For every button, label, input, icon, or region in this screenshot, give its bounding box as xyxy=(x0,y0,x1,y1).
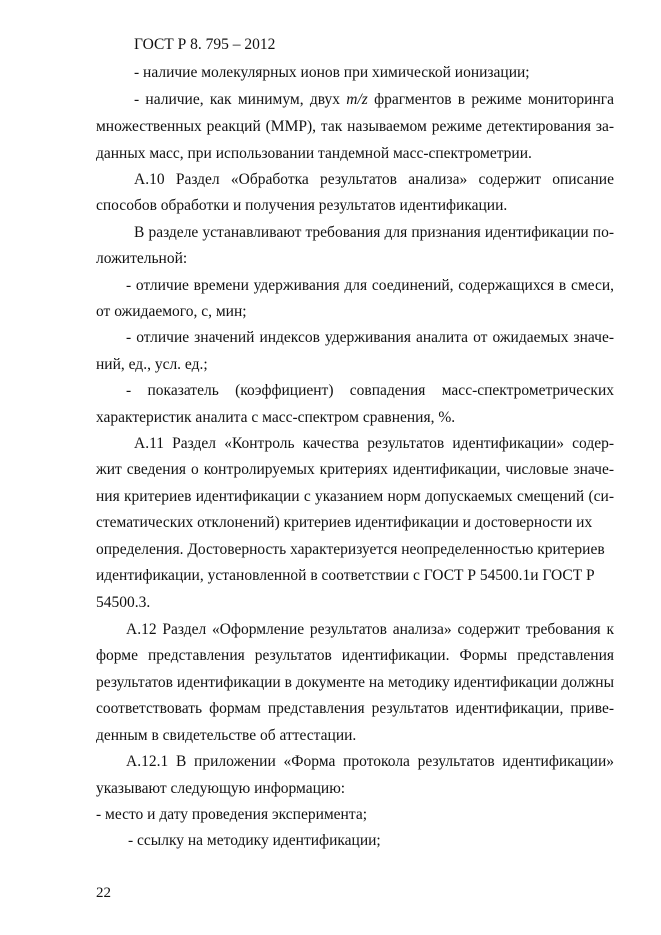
text-line: - отличие времени удерживания для соединений, содержащихся в смеси, xyxy=(126,277,614,294)
text-line: способов обработки и получения результатов идентификации. xyxy=(96,197,508,214)
text-line: стематических отклонений) критериев идентификации и достоверности их xyxy=(96,514,593,531)
text-line: - ссылку на методику идентификации; xyxy=(128,832,381,849)
page-number: 22 xyxy=(96,885,111,901)
text-line: денным в свидетельстве об аттестации. xyxy=(96,727,357,744)
text-line: результатов идентификации в документе на методику идентификации должны xyxy=(96,674,614,691)
text-line: ний, ед., усл. ед.; xyxy=(96,356,208,373)
text-line-mz-italic: m/z xyxy=(346,91,368,108)
text-line: характеристик аналита с масс-спектром сравнения, %. xyxy=(96,409,456,426)
text-line: ния критериев идентификации с указанием норм допускаемых смещений (си- xyxy=(96,488,614,505)
text-line: соответствовать формам представления результатов идентификации, приве- xyxy=(96,700,614,717)
text-line: идентификации, установленной в соответствии с ГОСТ Р 54500.1и ГОСТ Р xyxy=(96,567,595,584)
text-line: А.12.1 В приложении «Форма протокола результатов идентификации» xyxy=(126,753,614,770)
text-line-mz-after: фрагментов в режиме мониторинга xyxy=(374,91,615,108)
text-line: А.11 Раздел «Контроль качества результатов идентификации» содер- xyxy=(134,435,614,452)
text-line: В разделе устанавливают требования для признания идентификации по- xyxy=(134,224,614,241)
text-line: от ожидаемого, с, мин; xyxy=(96,303,247,320)
text-line: указывают следующую информацию: xyxy=(96,780,346,797)
text-line: данных масс, при использовании тандемной масс-спектрометрии. xyxy=(96,145,532,162)
text-line: - отличие значений индексов удерживания аналита от ожидаемых значе- xyxy=(126,329,614,346)
text-line: форме представления результатов идентификации. Формы представления xyxy=(96,647,614,664)
text-line: 54500.3. xyxy=(96,594,151,611)
text-line-mz xyxy=(134,91,614,109)
text-line: - показатель (коэффициент) совпадения масс-спектрометрических xyxy=(126,382,614,399)
text-line: ложительной: xyxy=(96,250,188,267)
text-line-mz-before: - наличие, как минимум, двух xyxy=(134,91,341,108)
text-line: определения. Достоверность характеризуется неопределенностью критериев xyxy=(96,541,605,558)
document-header: ГОСТ Р 8. 795 – 2012 xyxy=(134,36,276,53)
text-line: А.10 Раздел «Обработка результатов анализа» содержит описание xyxy=(134,171,614,188)
text-line: А.12 Раздел «Оформление результатов анализа» содержит требования к xyxy=(126,621,614,638)
text-line: - наличие молекулярных ионов при химической ионизации; xyxy=(134,64,530,81)
text-line: множественных реакций (ММР), так называемом режиме детектирования за- xyxy=(96,118,614,135)
text-line: - место и дату проведения эксперимента; xyxy=(96,806,368,823)
text-line: жит сведения о контролируемых критериях идентификации, числовые значе- xyxy=(96,461,614,478)
